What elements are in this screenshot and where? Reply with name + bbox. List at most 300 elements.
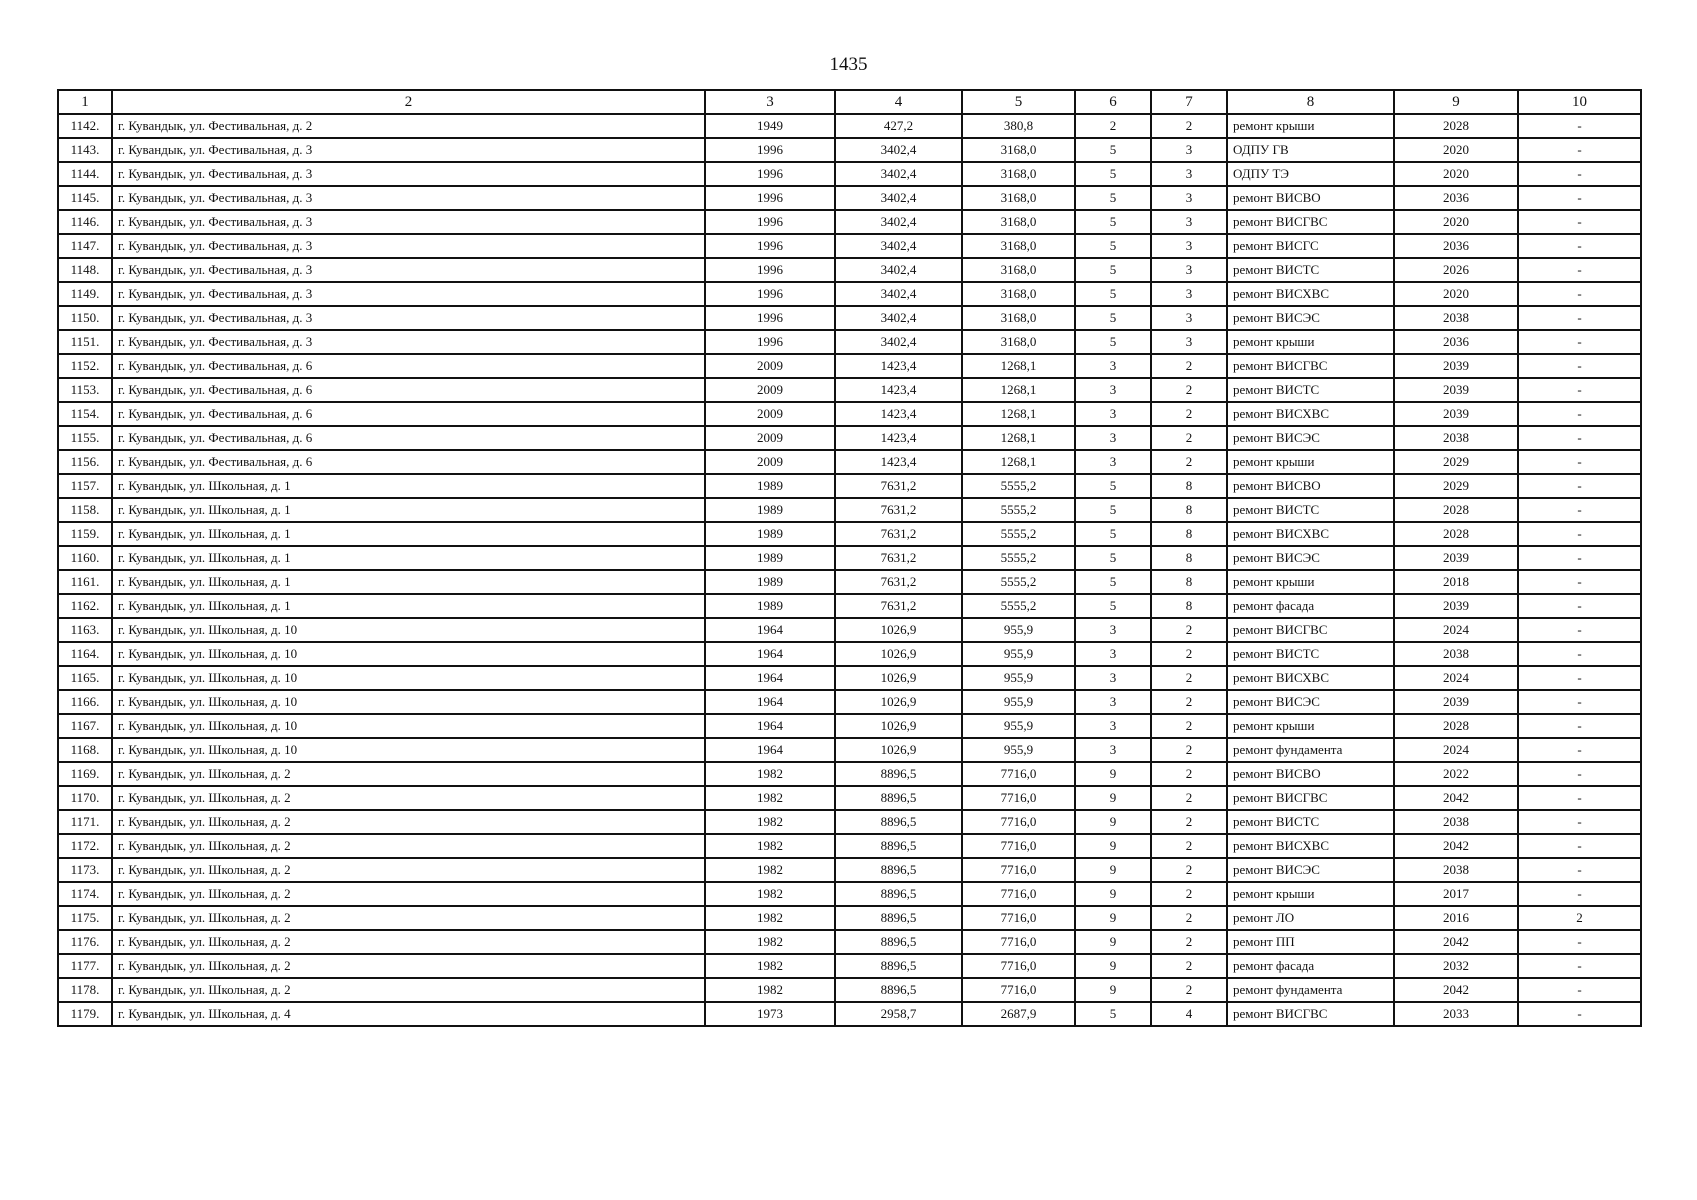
floors-cell: 9 xyxy=(1075,882,1151,906)
address-cell: г. Кувандык, ул. Школьная, д. 2 xyxy=(112,786,705,810)
floors-cell: 5 xyxy=(1075,546,1151,570)
row-number-cell: 1170. xyxy=(58,786,112,810)
entrances-cell: 2 xyxy=(1151,402,1227,426)
living-area-cell: 5555,2 xyxy=(962,474,1075,498)
work-type-cell: ремонт ПП xyxy=(1227,930,1394,954)
address-cell: г. Кувандык, ул. Фестивальная, д. 3 xyxy=(112,210,705,234)
work-type-cell: ремонт ВИСХВС xyxy=(1227,282,1394,306)
column-10-value-cell: - xyxy=(1518,594,1641,618)
work-type-cell: ремонт крыши xyxy=(1227,450,1394,474)
living-area-cell: 1268,1 xyxy=(962,450,1075,474)
living-area-cell: 1268,1 xyxy=(962,354,1075,378)
floors-cell: 5 xyxy=(1075,234,1151,258)
living-area-cell: 7716,0 xyxy=(962,762,1075,786)
row-number-cell: 1176. xyxy=(58,930,112,954)
total-area-cell: 8896,5 xyxy=(835,978,962,1002)
year-built-cell: 2009 xyxy=(705,354,835,378)
living-area-cell: 3168,0 xyxy=(962,138,1075,162)
living-area-cell: 3168,0 xyxy=(962,210,1075,234)
living-area-cell: 7716,0 xyxy=(962,882,1075,906)
address-cell: г. Кувандык, ул. Фестивальная, д. 3 xyxy=(112,306,705,330)
row-number-cell: 1169. xyxy=(58,762,112,786)
table-row xyxy=(58,114,1641,138)
table-row xyxy=(58,738,1641,762)
total-area-cell: 1026,9 xyxy=(835,690,962,714)
table-row xyxy=(58,954,1641,978)
table-row xyxy=(58,354,1641,378)
total-area-cell: 8896,5 xyxy=(835,954,962,978)
row-number-cell: 1158. xyxy=(58,498,112,522)
work-type-cell: ремонт ВИСТС xyxy=(1227,498,1394,522)
living-area-cell: 3168,0 xyxy=(962,162,1075,186)
total-area-cell: 7631,2 xyxy=(835,570,962,594)
floors-cell: 9 xyxy=(1075,834,1151,858)
living-area-cell: 955,9 xyxy=(962,666,1075,690)
planned-year-cell: 2038 xyxy=(1394,858,1518,882)
table-row xyxy=(58,402,1641,426)
year-built-cell: 1964 xyxy=(705,642,835,666)
header-row xyxy=(58,90,1641,114)
total-area-cell: 3402,4 xyxy=(835,306,962,330)
table-row xyxy=(58,330,1641,354)
work-type-cell: ремонт ВИСГС xyxy=(1227,234,1394,258)
total-area-cell: 1026,9 xyxy=(835,618,962,642)
column-10-value-cell: - xyxy=(1518,474,1641,498)
column-10-value-cell: - xyxy=(1518,330,1641,354)
column-10-value-cell: - xyxy=(1518,378,1641,402)
table-row xyxy=(58,138,1641,162)
entrances-cell: 2 xyxy=(1151,714,1227,738)
column-10-value-cell: - xyxy=(1518,882,1641,906)
table-row xyxy=(58,426,1641,450)
floors-cell: 5 xyxy=(1075,498,1151,522)
entrances-cell: 2 xyxy=(1151,738,1227,762)
column-header-10: 10 xyxy=(1518,90,1641,114)
address-cell: г. Кувандык, ул. Фестивальная, д. 3 xyxy=(112,234,705,258)
row-number-cell: 1148. xyxy=(58,258,112,282)
living-area-cell: 5555,2 xyxy=(962,570,1075,594)
entrances-cell: 3 xyxy=(1151,258,1227,282)
column-header-8: 8 xyxy=(1227,90,1394,114)
year-built-cell: 1964 xyxy=(705,618,835,642)
total-area-cell: 1026,9 xyxy=(835,738,962,762)
total-area-cell: 3402,4 xyxy=(835,282,962,306)
planned-year-cell: 2029 xyxy=(1394,450,1518,474)
entrances-cell: 8 xyxy=(1151,546,1227,570)
work-type-cell: ремонт крыши xyxy=(1227,882,1394,906)
column-10-value-cell: - xyxy=(1518,354,1641,378)
address-cell: г. Кувандык, ул. Школьная, д. 4 xyxy=(112,1002,705,1026)
year-built-cell: 1996 xyxy=(705,210,835,234)
total-area-cell: 3402,4 xyxy=(835,258,962,282)
entrances-cell: 2 xyxy=(1151,810,1227,834)
year-built-cell: 2009 xyxy=(705,378,835,402)
row-number-cell: 1153. xyxy=(58,378,112,402)
planned-year-cell: 2039 xyxy=(1394,690,1518,714)
planned-year-cell: 2039 xyxy=(1394,546,1518,570)
column-10-value-cell: - xyxy=(1518,138,1641,162)
floors-cell: 3 xyxy=(1075,666,1151,690)
year-built-cell: 1982 xyxy=(705,810,835,834)
planned-year-cell: 2020 xyxy=(1394,282,1518,306)
total-area-cell: 8896,5 xyxy=(835,882,962,906)
year-built-cell: 1996 xyxy=(705,234,835,258)
table-row xyxy=(58,210,1641,234)
address-cell: г. Кувандык, ул. Школьная, д. 2 xyxy=(112,954,705,978)
row-number-cell: 1171. xyxy=(58,810,112,834)
row-number-cell: 1143. xyxy=(58,138,112,162)
work-type-cell: ремонт ВИСЭС xyxy=(1227,690,1394,714)
column-header-9: 9 xyxy=(1394,90,1518,114)
entrances-cell: 8 xyxy=(1151,522,1227,546)
column-10-value-cell: - xyxy=(1518,786,1641,810)
planned-year-cell: 2020 xyxy=(1394,210,1518,234)
year-built-cell: 1982 xyxy=(705,786,835,810)
year-built-cell: 1949 xyxy=(705,114,835,138)
table-row xyxy=(58,786,1641,810)
living-area-cell: 955,9 xyxy=(962,642,1075,666)
year-built-cell: 1996 xyxy=(705,330,835,354)
planned-year-cell: 2039 xyxy=(1394,402,1518,426)
living-area-cell: 7716,0 xyxy=(962,786,1075,810)
planned-year-cell: 2039 xyxy=(1394,594,1518,618)
living-area-cell: 3168,0 xyxy=(962,330,1075,354)
table-row xyxy=(58,882,1641,906)
planned-year-cell: 2042 xyxy=(1394,978,1518,1002)
total-area-cell: 1423,4 xyxy=(835,450,962,474)
entrances-cell: 4 xyxy=(1151,1002,1227,1026)
floors-cell: 9 xyxy=(1075,954,1151,978)
column-10-value-cell: - xyxy=(1518,306,1641,330)
table-row xyxy=(58,906,1641,930)
work-type-cell: ремонт ВИСГВС xyxy=(1227,1002,1394,1026)
living-area-cell: 5555,2 xyxy=(962,522,1075,546)
row-number-cell: 1154. xyxy=(58,402,112,426)
year-built-cell: 1964 xyxy=(705,690,835,714)
work-type-cell: ремонт ВИСХВС xyxy=(1227,522,1394,546)
column-10-value-cell: - xyxy=(1518,258,1641,282)
year-built-cell: 1989 xyxy=(705,498,835,522)
floors-cell: 5 xyxy=(1075,594,1151,618)
column-10-value-cell: - xyxy=(1518,714,1641,738)
year-built-cell: 1973 xyxy=(705,1002,835,1026)
table-row xyxy=(58,162,1641,186)
address-cell: г. Кувандык, ул. Фестивальная, д. 6 xyxy=(112,378,705,402)
year-built-cell: 1996 xyxy=(705,282,835,306)
year-built-cell: 1996 xyxy=(705,138,835,162)
living-area-cell: 3168,0 xyxy=(962,282,1075,306)
table-row xyxy=(58,930,1641,954)
address-cell: г. Кувандык, ул. Школьная, д. 10 xyxy=(112,690,705,714)
year-built-cell: 1989 xyxy=(705,522,835,546)
work-type-cell: ремонт ВИСВО xyxy=(1227,762,1394,786)
living-area-cell: 955,9 xyxy=(962,738,1075,762)
entrances-cell: 2 xyxy=(1151,882,1227,906)
entrances-cell: 2 xyxy=(1151,618,1227,642)
column-10-value-cell: - xyxy=(1518,738,1641,762)
address-cell: г. Кувандык, ул. Школьная, д. 2 xyxy=(112,906,705,930)
column-10-value-cell: - xyxy=(1518,762,1641,786)
row-number-cell: 1145. xyxy=(58,186,112,210)
table-row xyxy=(58,978,1641,1002)
column-10-value-cell: - xyxy=(1518,642,1641,666)
year-built-cell: 1964 xyxy=(705,738,835,762)
total-area-cell: 1026,9 xyxy=(835,666,962,690)
planned-year-cell: 2036 xyxy=(1394,330,1518,354)
floors-cell: 3 xyxy=(1075,450,1151,474)
address-cell: г. Кувандык, ул. Школьная, д. 10 xyxy=(112,618,705,642)
address-cell: г. Кувандык, ул. Школьная, д. 10 xyxy=(112,666,705,690)
planned-year-cell: 2038 xyxy=(1394,426,1518,450)
total-area-cell: 7631,2 xyxy=(835,522,962,546)
work-type-cell: ремонт ВИСГВС xyxy=(1227,354,1394,378)
row-number-cell: 1167. xyxy=(58,714,112,738)
year-built-cell: 1982 xyxy=(705,978,835,1002)
entrances-cell: 2 xyxy=(1151,114,1227,138)
column-10-value-cell: - xyxy=(1518,978,1641,1002)
work-type-cell: ремонт ВИСХВС xyxy=(1227,666,1394,690)
floors-cell: 3 xyxy=(1075,714,1151,738)
living-area-cell: 380,8 xyxy=(962,114,1075,138)
total-area-cell: 1026,9 xyxy=(835,714,962,738)
column-header-7: 7 xyxy=(1151,90,1227,114)
address-cell: г. Кувандык, ул. Школьная, д. 1 xyxy=(112,474,705,498)
year-built-cell: 1982 xyxy=(705,954,835,978)
planned-year-cell: 2042 xyxy=(1394,930,1518,954)
floors-cell: 5 xyxy=(1075,306,1151,330)
column-10-value-cell: - xyxy=(1518,282,1641,306)
row-number-cell: 1155. xyxy=(58,426,112,450)
entrances-cell: 2 xyxy=(1151,954,1227,978)
row-number-cell: 1142. xyxy=(58,114,112,138)
column-10-value-cell: 2 xyxy=(1518,906,1641,930)
row-number-cell: 1146. xyxy=(58,210,112,234)
table-row xyxy=(58,234,1641,258)
living-area-cell: 5555,2 xyxy=(962,498,1075,522)
table-row xyxy=(58,858,1641,882)
total-area-cell: 1026,9 xyxy=(835,642,962,666)
column-10-value-cell: - xyxy=(1518,1002,1641,1026)
row-number-cell: 1144. xyxy=(58,162,112,186)
column-10-value-cell: - xyxy=(1518,666,1641,690)
planned-year-cell: 2039 xyxy=(1394,354,1518,378)
work-type-cell: ремонт ВИСХВС xyxy=(1227,834,1394,858)
entrances-cell: 2 xyxy=(1151,450,1227,474)
planned-year-cell: 2020 xyxy=(1394,138,1518,162)
address-cell: г. Кувандык, ул. Школьная, д. 2 xyxy=(112,810,705,834)
year-built-cell: 1964 xyxy=(705,714,835,738)
address-cell: г. Кувандык, ул. Школьная, д. 1 xyxy=(112,570,705,594)
year-built-cell: 1982 xyxy=(705,858,835,882)
entrances-cell: 2 xyxy=(1151,426,1227,450)
table-row xyxy=(58,546,1641,570)
entrances-cell: 2 xyxy=(1151,666,1227,690)
column-10-value-cell: - xyxy=(1518,426,1641,450)
planned-year-cell: 2020 xyxy=(1394,162,1518,186)
planned-year-cell: 2028 xyxy=(1394,714,1518,738)
entrances-cell: 2 xyxy=(1151,834,1227,858)
floors-cell: 3 xyxy=(1075,642,1151,666)
work-type-cell: ремонт ВИСТС xyxy=(1227,810,1394,834)
column-10-value-cell: - xyxy=(1518,186,1641,210)
row-number-cell: 1150. xyxy=(58,306,112,330)
address-cell: г. Кувандык, ул. Школьная, д. 1 xyxy=(112,546,705,570)
living-area-cell: 7716,0 xyxy=(962,834,1075,858)
address-cell: г. Кувандык, ул. Школьная, д. 2 xyxy=(112,762,705,786)
address-cell: г. Кувандык, ул. Школьная, д. 1 xyxy=(112,522,705,546)
row-number-cell: 1160. xyxy=(58,546,112,570)
floors-cell: 5 xyxy=(1075,186,1151,210)
total-area-cell: 1423,4 xyxy=(835,354,962,378)
total-area-cell: 1423,4 xyxy=(835,378,962,402)
living-area-cell: 1268,1 xyxy=(962,426,1075,450)
work-type-cell: ремонт ВИСТС xyxy=(1227,258,1394,282)
row-number-cell: 1164. xyxy=(58,642,112,666)
work-type-cell: ремонт ВИСЭС xyxy=(1227,858,1394,882)
floors-cell: 2 xyxy=(1075,114,1151,138)
table-row xyxy=(58,474,1641,498)
table-row xyxy=(58,690,1641,714)
column-header-4: 4 xyxy=(835,90,962,114)
page-number: 1435 xyxy=(829,54,868,75)
work-type-cell: ремонт крыши xyxy=(1227,114,1394,138)
entrances-cell: 2 xyxy=(1151,762,1227,786)
year-built-cell: 2009 xyxy=(705,402,835,426)
work-type-cell: ремонт ЛО xyxy=(1227,906,1394,930)
work-type-cell: ремонт крыши xyxy=(1227,330,1394,354)
total-area-cell: 3402,4 xyxy=(835,162,962,186)
row-number-cell: 1165. xyxy=(58,666,112,690)
year-built-cell: 1996 xyxy=(705,306,835,330)
total-area-cell: 8896,5 xyxy=(835,858,962,882)
table-row xyxy=(58,258,1641,282)
address-cell: г. Кувандык, ул. Фестивальная, д. 3 xyxy=(112,282,705,306)
living-area-cell: 955,9 xyxy=(962,618,1075,642)
address-cell: г. Кувандык, ул. Фестивальная, д. 2 xyxy=(112,114,705,138)
living-area-cell: 3168,0 xyxy=(962,306,1075,330)
column-10-value-cell: - xyxy=(1518,498,1641,522)
work-type-cell: ремонт ВИСЭС xyxy=(1227,546,1394,570)
living-area-cell: 7716,0 xyxy=(962,810,1075,834)
column-10-value-cell: - xyxy=(1518,810,1641,834)
repair-schedule-table xyxy=(57,89,1642,1027)
row-number-cell: 1168. xyxy=(58,738,112,762)
column-header-1: 1 xyxy=(58,90,112,114)
floors-cell: 3 xyxy=(1075,402,1151,426)
entrances-cell: 2 xyxy=(1151,906,1227,930)
year-built-cell: 2009 xyxy=(705,426,835,450)
floors-cell: 5 xyxy=(1075,330,1151,354)
total-area-cell: 1423,4 xyxy=(835,426,962,450)
column-10-value-cell: - xyxy=(1518,234,1641,258)
total-area-cell: 8896,5 xyxy=(835,762,962,786)
living-area-cell: 5555,2 xyxy=(962,594,1075,618)
table-row xyxy=(58,498,1641,522)
entrances-cell: 8 xyxy=(1151,498,1227,522)
planned-year-cell: 2016 xyxy=(1394,906,1518,930)
table-row xyxy=(58,186,1641,210)
year-built-cell: 1989 xyxy=(705,546,835,570)
living-area-cell: 7716,0 xyxy=(962,978,1075,1002)
address-cell: г. Кувандык, ул. Фестивальная, д. 3 xyxy=(112,258,705,282)
year-built-cell: 1989 xyxy=(705,474,835,498)
row-number-cell: 1157. xyxy=(58,474,112,498)
total-area-cell: 8896,5 xyxy=(835,786,962,810)
planned-year-cell: 2032 xyxy=(1394,954,1518,978)
column-10-value-cell: - xyxy=(1518,402,1641,426)
column-10-value-cell: - xyxy=(1518,450,1641,474)
address-cell: г. Кувандык, ул. Школьная, д. 2 xyxy=(112,930,705,954)
entrances-cell: 3 xyxy=(1151,210,1227,234)
work-type-cell: ремонт ВИСТС xyxy=(1227,378,1394,402)
column-10-value-cell: - xyxy=(1518,690,1641,714)
row-number-cell: 1147. xyxy=(58,234,112,258)
total-area-cell: 3402,4 xyxy=(835,210,962,234)
planned-year-cell: 2042 xyxy=(1394,834,1518,858)
row-number-cell: 1162. xyxy=(58,594,112,618)
year-built-cell: 1982 xyxy=(705,762,835,786)
entrances-cell: 3 xyxy=(1151,306,1227,330)
total-area-cell: 3402,4 xyxy=(835,330,962,354)
entrances-cell: 2 xyxy=(1151,786,1227,810)
year-built-cell: 1964 xyxy=(705,666,835,690)
living-area-cell: 3168,0 xyxy=(962,234,1075,258)
total-area-cell: 8896,5 xyxy=(835,930,962,954)
address-cell: г. Кувандык, ул. Школьная, д. 2 xyxy=(112,834,705,858)
address-cell: г. Кувандык, ул. Фестивальная, д. 3 xyxy=(112,186,705,210)
row-number-cell: 1174. xyxy=(58,882,112,906)
planned-year-cell: 2024 xyxy=(1394,618,1518,642)
floors-cell: 5 xyxy=(1075,282,1151,306)
planned-year-cell: 2033 xyxy=(1394,1002,1518,1026)
living-area-cell: 3168,0 xyxy=(962,258,1075,282)
year-built-cell: 1996 xyxy=(705,162,835,186)
total-area-cell: 3402,4 xyxy=(835,138,962,162)
entrances-cell: 3 xyxy=(1151,162,1227,186)
living-area-cell: 7716,0 xyxy=(962,930,1075,954)
floors-cell: 9 xyxy=(1075,762,1151,786)
work-type-cell: ремонт ВИСЭС xyxy=(1227,306,1394,330)
work-type-cell: ремонт ВИСТС xyxy=(1227,642,1394,666)
work-type-cell: ремонт ВИСГВС xyxy=(1227,210,1394,234)
table-row xyxy=(58,642,1641,666)
column-header-5: 5 xyxy=(962,90,1075,114)
planned-year-cell: 2038 xyxy=(1394,810,1518,834)
column-10-value-cell: - xyxy=(1518,114,1641,138)
row-number-cell: 1159. xyxy=(58,522,112,546)
table-row xyxy=(58,666,1641,690)
year-built-cell: 1982 xyxy=(705,882,835,906)
entrances-cell: 2 xyxy=(1151,378,1227,402)
address-cell: г. Кувандык, ул. Школьная, д. 2 xyxy=(112,858,705,882)
table-row xyxy=(58,618,1641,642)
floors-cell: 9 xyxy=(1075,930,1151,954)
table-row xyxy=(58,570,1641,594)
floors-cell: 9 xyxy=(1075,906,1151,930)
total-area-cell: 7631,2 xyxy=(835,474,962,498)
row-number-cell: 1178. xyxy=(58,978,112,1002)
entrances-cell: 2 xyxy=(1151,354,1227,378)
entrances-cell: 2 xyxy=(1151,858,1227,882)
work-type-cell: ремонт ВИСХВС xyxy=(1227,402,1394,426)
work-type-cell: ОДПУ ТЭ xyxy=(1227,162,1394,186)
year-built-cell: 1989 xyxy=(705,570,835,594)
entrances-cell: 2 xyxy=(1151,642,1227,666)
table-row xyxy=(58,378,1641,402)
planned-year-cell: 2028 xyxy=(1394,114,1518,138)
column-10-value-cell: - xyxy=(1518,522,1641,546)
table-row xyxy=(58,282,1641,306)
